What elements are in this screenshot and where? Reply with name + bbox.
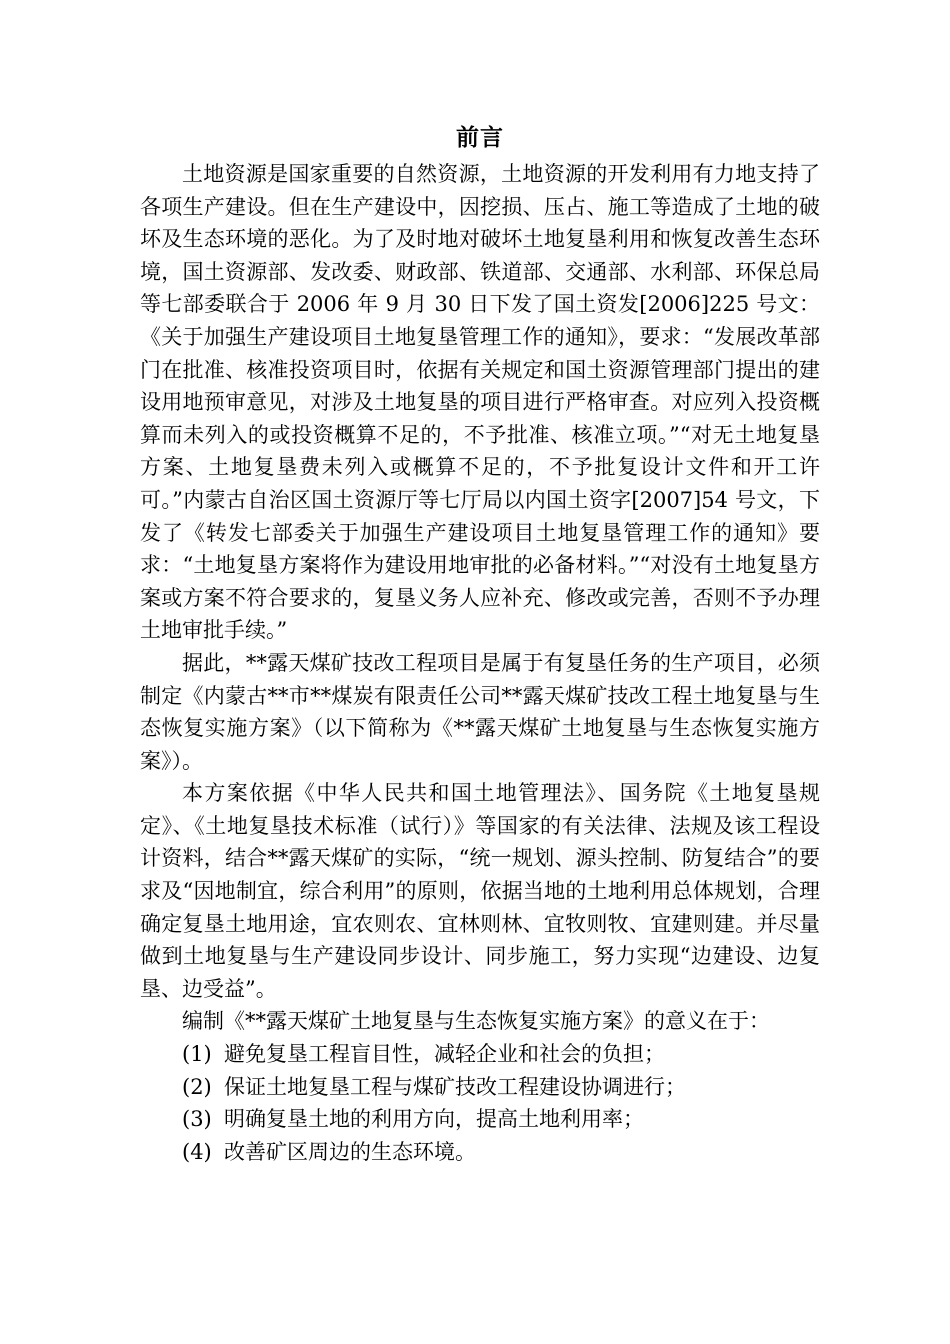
list-item-text: 保证土地复垦工程与煤矿技改工程建设协调进行； bbox=[224, 1074, 686, 1099]
list-item-number: (1) bbox=[182, 1042, 212, 1067]
paragraph-plan-basis: 本方案依据《中华人民共和国土地管理法》、国务院《土地复垦规定》、《土地复垦技术标准（试行）》等国家的有关法律、法规及该工程设计资料，结合**露天煤矿的实际，“统一规划、源头控制、防复结合”的要求及“因地制宜，综合利用”的原则，依据当地的土地利用总体规划，合理确定复垦土地用途，宜农则农、宜林则林、宜牧则牧、宜建则建。并尽量做到土地复垦与生产建设同步设计、同步施工，努力实现“边建设、边复垦、边受益”。 bbox=[140, 781, 820, 1001]
paragraph-significance-intro: 编制《**露天煤矿土地复垦与生态恢复实施方案》的意义在于： bbox=[182, 1009, 770, 1034]
list-item-number: (3) bbox=[182, 1107, 212, 1132]
list-item bbox=[140, 1103, 820, 1136]
list-item-text: 改善矿区周边的生态环境。 bbox=[224, 1139, 476, 1164]
list-item bbox=[140, 1136, 820, 1169]
significance-list bbox=[140, 1038, 820, 1168]
list-item-text: 明确复垦土地的利用方向，提高土地利用率； bbox=[224, 1107, 644, 1132]
document-body bbox=[140, 118, 820, 1168]
paragraph-project-basis: 据此，**露天煤矿技改工程项目是属于有复垦任务的生产项目，必须制定《内蒙古**市**煤炭有限责任公司**露天煤矿技改工程土地复垦与生态恢复实施方案》（以下简称为《**露天煤矿土地复垦与生态恢复实施方案》）。 bbox=[140, 650, 820, 773]
list-item-number: (4) bbox=[182, 1139, 212, 1164]
page-title: 前言 bbox=[456, 125, 504, 151]
list-item bbox=[140, 1038, 820, 1071]
list-item-number: (2) bbox=[182, 1074, 212, 1099]
list-item bbox=[140, 1071, 820, 1104]
list-item-text: 避免复垦工程盲目性，减轻企业和社会的负担； bbox=[224, 1042, 665, 1067]
paragraph-background: 土地资源是国家重要的自然资源，土地资源的开发利用有力地支持了各项生产建设。但在生产建设中，因挖损、压占、施工等造成了土地的破坏及生态环境的恶化。为了及时地对破坏土地复垦利用和恢复改善生态环境，国土资源部、发改委、财政部、铁道部、交通部、水利部、环保总局等七部委联合于 2006 年 9 月 30 日下发了国土资发[2006]225 号文：《关于加强生产建设项目土地复垦管理工作的通知》，要求：“发展改革部门在批准、核准投资项目时，依据有关规定和国土资源管理部门提出的建设用地预审意见，对涉及土地复垦的项目进行严格审查。对应列入投资概算而未列入的或投资概算不足的，不予批准、核准立项。”“对无土地复垦方案、土地复垦费未列入或概算不足的，不予批复设计文件和开工许可。”内蒙古自治区国土资源厅等七厅局以内国土资字[2007]54 号文，下发了《转发七部委关于加强生产建设项目土地复垦管理工作的通知》要求：“土地复垦方案将作为建设用地审批的必备材料。”“对没有土地复垦方案或方案不符合要求的，复垦义务人应补充、修改或完善，否则不予办理土地审批手续。” bbox=[140, 162, 820, 643]
